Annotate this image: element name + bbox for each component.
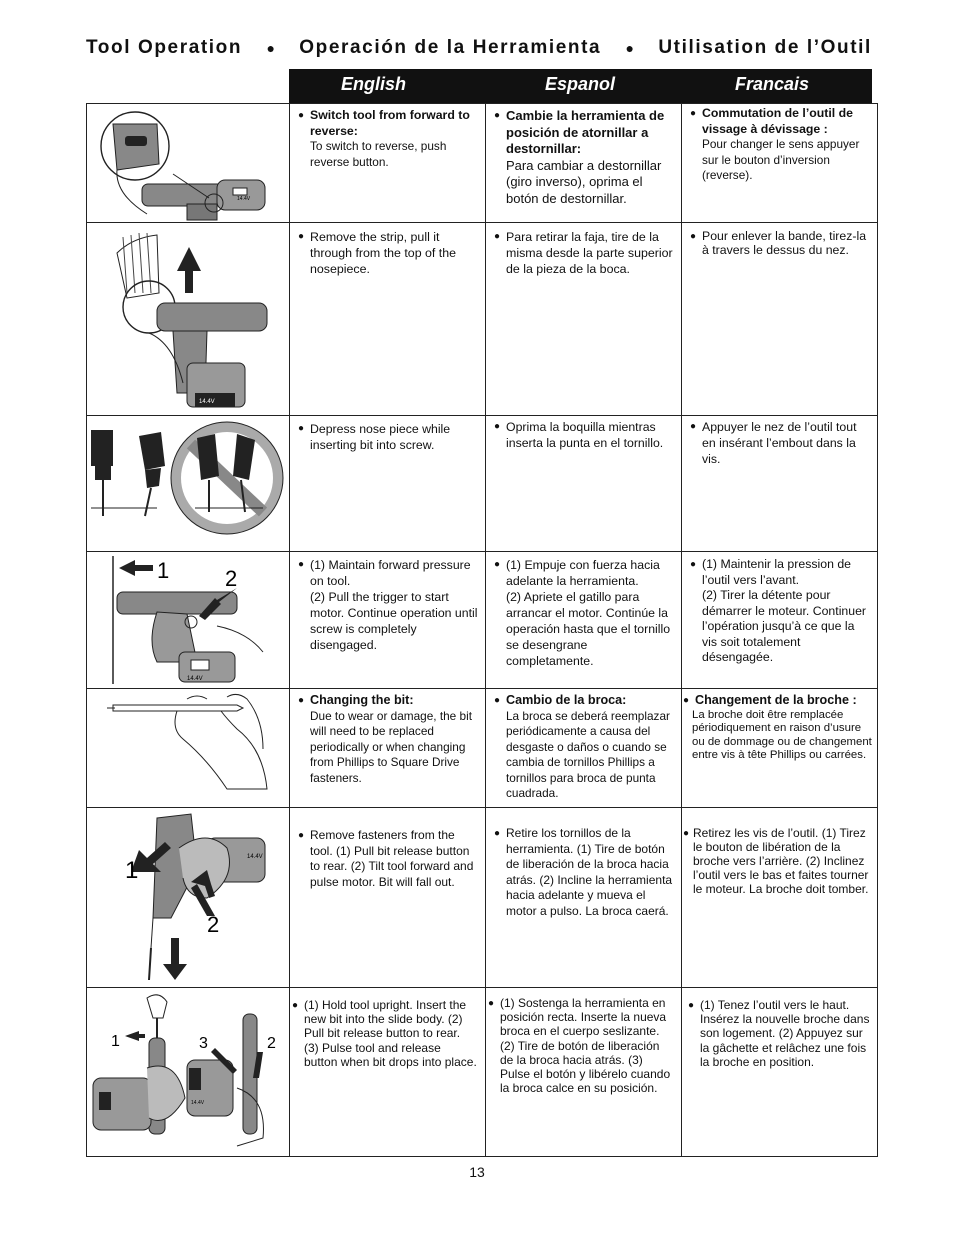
step-number-label: 2 (207, 912, 220, 937)
bullet: ● (298, 830, 305, 841)
english-cell (290, 808, 486, 988)
title-english: Tool Operation (86, 37, 243, 58)
bullet: ● (494, 828, 501, 839)
table-row (87, 808, 878, 988)
changing-bit-illustration (87, 689, 287, 806)
french-cell (682, 552, 878, 689)
figure-cell (87, 552, 290, 689)
table-row (87, 552, 878, 689)
figure-cell (87, 416, 290, 552)
bullet: ● (488, 998, 495, 1009)
remove-fasteners-illustration (87, 808, 287, 986)
instruction-text: La broca se deberá reemplazar periódicamente a causa del desgaste o daños o cuando se cambia de tornillos Phillips a tornillos para broca de punta cuadrada. (506, 708, 670, 800)
instruction-text: Remove the strip, pull it through from the top of the nosepiece. (310, 230, 457, 277)
bullet: ● (494, 231, 501, 242)
trigger-illustration (87, 552, 287, 687)
language-french: Francais (735, 74, 810, 94)
bullet: ● (298, 695, 305, 706)
table-row (87, 416, 878, 552)
bullet: ● (292, 1000, 299, 1011)
step-number-label: 1 (125, 857, 139, 884)
instruction-heading: Cambie la herramienta de posición de atornillar a destornillar: (506, 108, 665, 156)
instruction-heading: Commutation de l’outil de vissage à dévissage : (702, 106, 853, 136)
figure-cell (87, 988, 290, 1157)
instruction-text: (1) Sostenga la herramienta en posición recta. Inserte la nueva broca en el cuerpo seslizante. (2) Tire de botón de liberación de la broca hacia atrás. (3) Pulse el botón y libérelo cuando la broca calce en su posición. (500, 996, 671, 1096)
spanish-cell (486, 223, 682, 416)
instruction-text: La broche doit être remplacée périodiquement en raison d’usure ou de dommage ou de changement entre vis à tête Phillips ou carrées. (692, 708, 872, 761)
figure-cell (87, 808, 290, 988)
bullet: ● (298, 231, 305, 242)
instruction-text: Retirez les vis de l’outil. (1) Tirez le bouton de libération de la broche vers l’arrière. (2) Inclinez l’outil vers le bas et faites tourner le moteur. La broche doit tomber. (693, 826, 869, 896)
instruction-text: (1) Tenez l’outil vers le haut. Insérez la nouvelle broche dans son logement. (2) Appuyez sur la gâchette et relâchez une fois la broche en position. (700, 998, 870, 1069)
english-cell (290, 988, 486, 1157)
bullet: ● (690, 231, 697, 242)
instruction-heading: Changement de la broche : (695, 693, 857, 707)
bullet: ● (494, 110, 501, 121)
table-row (87, 223, 878, 416)
instruction-text: (1) Maintain forward pressure on tool. (2) Pull the trigger to start motor. Continue operation until screw is completely disengaged. (310, 558, 478, 652)
instructions-table (86, 103, 878, 1157)
french-cell (682, 104, 878, 223)
battery-voltage-label: 14.4V (237, 196, 251, 202)
instruction-heading: Switch tool from forward to reverse: (310, 108, 470, 138)
figure-cell (87, 689, 290, 808)
instruction-text: (1) Maintenir la pression de l’outil vers l’avant. (2) Tirer la détente pour démarrer le moteur. Continuer l’opération jusqu’à ce que la vis soit totalement désengagée. (702, 557, 867, 664)
english-cell (290, 689, 486, 808)
english-cell (290, 223, 486, 416)
title-french: Utilisation de l’Outil (658, 37, 872, 58)
bullet: ● (690, 108, 697, 119)
figure-cell (87, 104, 290, 223)
battery-voltage-label: 14.4V (199, 399, 215, 405)
instruction-text: Due to wear or damage, the bit will need to be replaced periodically or when changing from Phillips to Square Drive fasteners. (310, 708, 472, 785)
bullet: ● (683, 828, 690, 839)
instruction-text: (1) Empuje con fuerza hacia adelante la herramienta. (2) Apriete el gatillo para arrancar el motor. Continúe la operación hasta que el tornillo se desengrane completamente. (506, 558, 671, 668)
table-row (87, 988, 878, 1157)
table-row (87, 689, 878, 808)
language-english: English (341, 74, 407, 94)
spanish-cell (486, 988, 682, 1157)
step-number-label: 1 (157, 558, 170, 583)
bullet: ● (298, 559, 305, 570)
french-cell (682, 223, 878, 416)
language-spanish: Espanol (545, 74, 616, 94)
page-number: 13 (469, 1164, 485, 1180)
instruction-text: To switch to reverse, push reverse button. (310, 139, 447, 169)
bullet: ● (690, 559, 697, 570)
table-row (87, 104, 878, 223)
page-title (86, 36, 872, 60)
bullet: ● (683, 695, 690, 706)
bullet: ● (298, 423, 305, 434)
spanish-cell (486, 808, 682, 988)
instruction-text: (1) Hold tool upright. Insert the new bit into the slide body. (2) Pull bit release button to rear. (3) Pulse tool and release button when bit drops into place. (304, 998, 477, 1069)
battery-voltage-label: 14.4V (191, 1100, 205, 1106)
instruction-text: Appuyer le nez de l’outil tout en insérant l’embout dans la vis. (702, 420, 857, 466)
english-cell (290, 552, 486, 689)
insert-bit-illustration (87, 988, 287, 1155)
instruction-heading: Changing the bit: (310, 693, 414, 707)
instruction-text: Depress nose piece while inserting bit into screw. (310, 422, 451, 452)
english-cell (290, 416, 486, 552)
battery-voltage-label: 14.4V (187, 676, 203, 682)
spanish-cell (486, 416, 682, 552)
instruction-text: Para retirar la faja, tire de la misma desde la parte superior de la pieza de la boca. (506, 230, 673, 277)
bullet: ● (494, 559, 501, 570)
bullet: ● (298, 110, 305, 121)
battery-voltage-label: 14.4V (247, 854, 263, 860)
depress-nose-illustration (87, 416, 287, 550)
remove-strip-illustration (87, 223, 287, 414)
language-header-bar (289, 69, 872, 103)
french-cell (682, 988, 878, 1157)
step-number-label: 3 (199, 1035, 208, 1052)
step-number-label: 1 (111, 1033, 120, 1050)
step-number-label: 2 (225, 566, 238, 591)
instruction-text: Retire los tornillos de la herramienta. (1) Tire de botón de liberación de la broca hacia atrás. (2) Incline la herramienta hacia adelante y mueva el motor a pulso. La broca caerá. (506, 826, 673, 918)
spanish-cell (486, 689, 682, 808)
spanish-cell (486, 104, 682, 223)
spanish-cell (486, 552, 682, 689)
french-cell (682, 808, 878, 988)
bullet: ● (494, 421, 501, 432)
instruction-heading: Cambio de la broca: (506, 693, 627, 707)
bullet: ● (688, 1000, 695, 1011)
title-spanish: Operación de la Herramienta (299, 37, 602, 58)
bullet: ● (690, 421, 697, 432)
french-cell (682, 689, 878, 808)
instruction-text: Oprima la boquilla mientras inserta la punta en el tornillo. (506, 420, 664, 450)
bullet: ● (494, 695, 501, 706)
title-separator: ● (266, 40, 275, 56)
figure-cell (87, 223, 290, 416)
instruction-text: Para cambiar a destornillar (giro inverso), oprima el botón de destornillar. (506, 157, 662, 206)
reverse-button-illustration (87, 104, 287, 221)
step-number-label: 2 (267, 1035, 276, 1052)
instruction-text: Remove fasteners from the tool. (1) Pull bit release button to rear. (2) Tilt tool forward and pulse motor. Bit will fall out. (310, 828, 474, 889)
french-cell (682, 416, 878, 552)
english-cell (290, 104, 486, 223)
instruction-text: Pour enlever la bande, tirez-la à travers le dessus du nez. (702, 229, 867, 257)
title-separator: ● (625, 40, 634, 56)
instruction-text: Pour changer le sens appuyer sur le bouton d’inversion (reverse). (702, 137, 860, 182)
